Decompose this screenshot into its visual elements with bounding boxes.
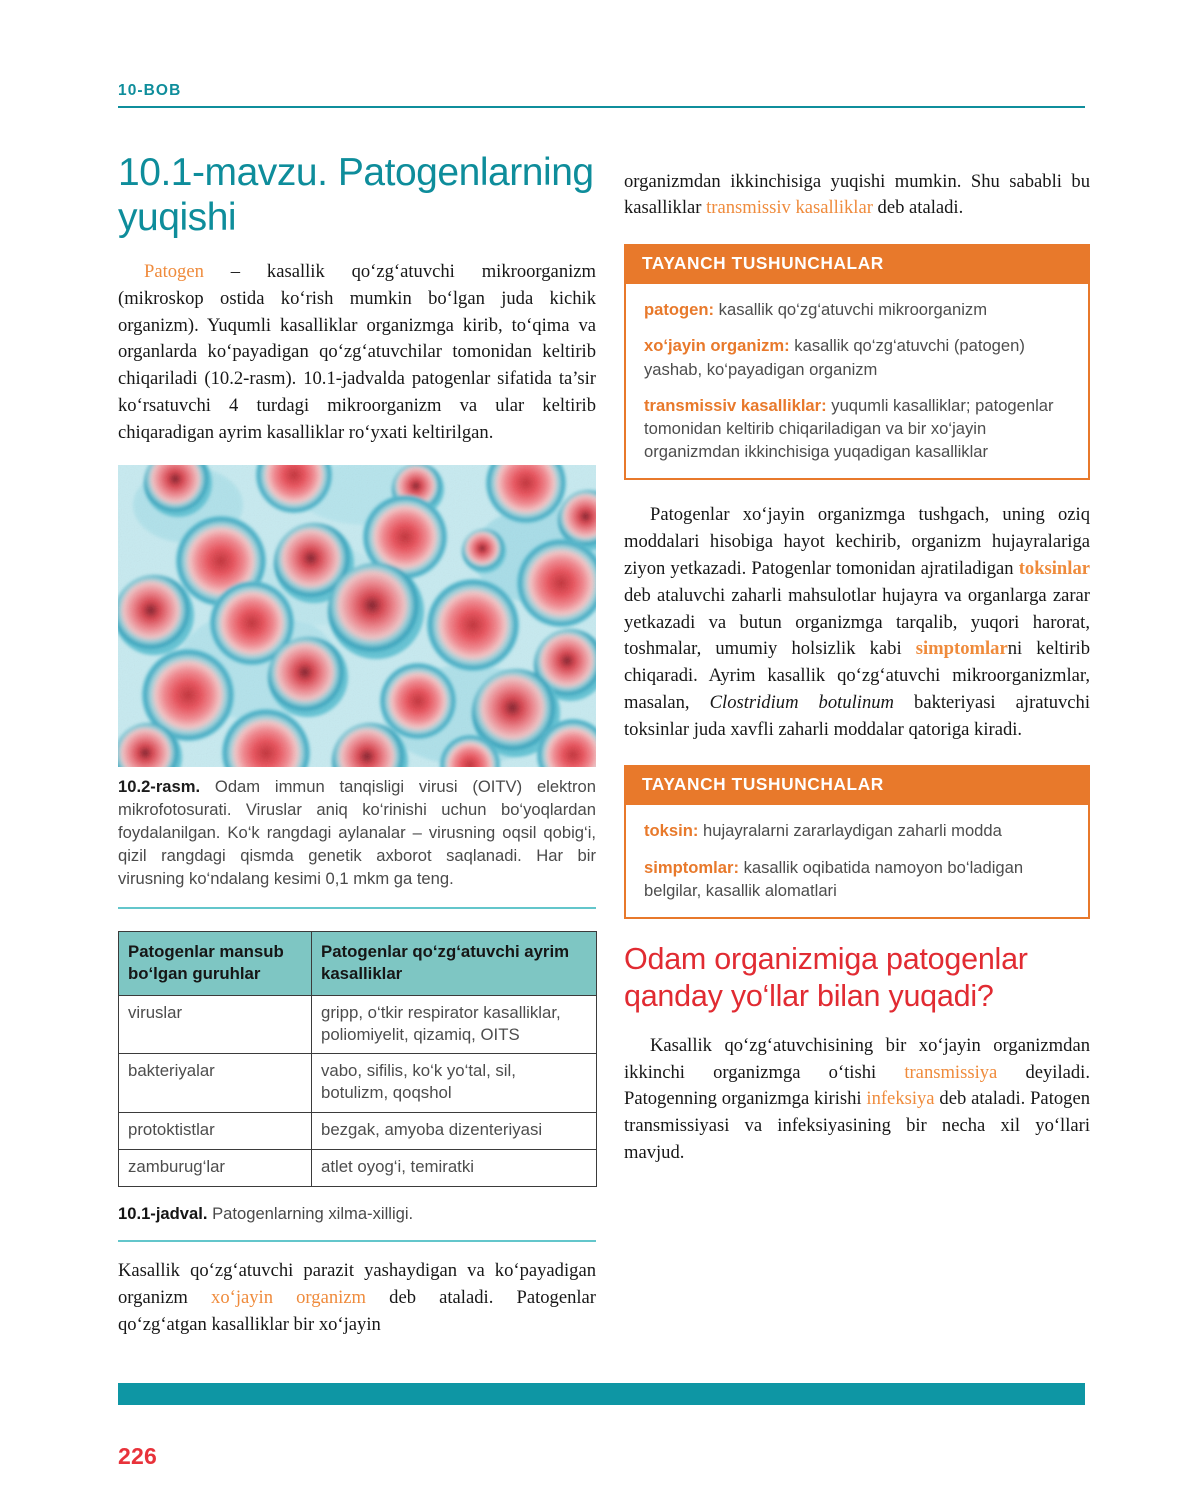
continued-paragraph (624, 169, 1090, 223)
footer-bar (118, 1383, 1085, 1405)
table-cell-diseases: gripp, o‘tkir respirator kasalliklar, poliomiyelit, qizamiq, OITS (312, 995, 597, 1054)
host-paragraph-part2: deb ataladi. Patogenlar qo‘zg‘atgan kasalliklar bir xo‘jayin (118, 1287, 596, 1335)
toxins-part3: ni keltirib chiqaradi. Ayrim kasallik qo‘zg‘atuvchi mikroorganizmlar, masalan, (624, 638, 1090, 713)
key-concept-definition: hujayralarni zararlaydigan zaharli modda (698, 821, 1002, 841)
table-cell-diseases: atlet oyog‘i, temiratki (312, 1149, 597, 1186)
key-concept-item (644, 856, 1072, 902)
table-cell-group: viruslar (119, 995, 312, 1054)
key-concept-term: toksin: (644, 821, 699, 841)
table-cell-group: protoktistlar (119, 1113, 312, 1150)
key-concept-definition: kasallik qo‘zg‘atuvchi mikroorganizm (714, 300, 988, 320)
running-head (118, 82, 1085, 108)
intro-paragraph-text: – kasallik qo‘zg‘atuvchi mikroorganizm (mikroskop ostida ko‘rish mumkin bo‘lgan juda kichik organizm). Yuqumli kasalliklar organizmga kirib, to‘qima va organlarda ko‘payadigan qo‘zg‘atuvchilar tomonidan keltirib chiqariladi (10.2-rasm). 10.1-jadvalda patogenlar sifatida ta’sir ko‘rsatuvchi 4 turdagi mikroorganizm va ular keltirib chiqaradigan ayrim kasalliklar ro‘yxati keltirilgan. (118, 261, 596, 443)
key-concept-term: patogen: (644, 300, 715, 320)
key-concepts-title: TAYANCH TUSHUNCHALAR (624, 765, 1090, 805)
key-concept-definition: kasallik oqibatida namoyon bo‘ladigan belgilar, kasallik alomatlari (644, 857, 1024, 900)
term-patogen: Patogen (144, 261, 204, 283)
key-concepts-box-1 (624, 244, 1090, 480)
term-transmissiv-kasalliklar: transmissiv kasalliklar (706, 197, 873, 219)
continued-part1: organizmdan ikkinchisiga yuqishi mumkin. Shu sababli bu kasalliklar (624, 170, 1090, 219)
figure-caption-text: Odam immun tanqisligi virusi (OITV) elektron mikrofotosurati. Viruslar aniq ko‘rinishi uchun bo‘yoqlardan foydalanilgan. Ko‘k rangdagi aylanalar – virusning oqsil qobig‘i, qizil rangdagi qismda genetik axborot saqlanadi. Har bir virusning ko‘ndalang kesimi 0,1 mkm ga teng. (118, 777, 596, 888)
host-paragraph-part1: Kasallik qo‘zg‘atuvchi parazit yashaydigan va ko‘payadigan organizm (118, 1260, 596, 1309)
key-concept-definition: yuqumli kasalliklar; patogenlar tomonidan keltirib chiqariladigan va bir xo‘jayin organizmdan ikkinchisiga yuqadigan kasalliklar (644, 395, 1054, 462)
table-header-row (119, 932, 597, 996)
key-concept-item (644, 819, 1072, 842)
key-concept-term: simptomlar: (644, 857, 739, 877)
toxins-paragraph (624, 502, 1090, 743)
page-title: 10.1-mavzu. Patogenlarning yuqishi (118, 151, 594, 240)
right-column (624, 150, 1090, 1185)
pathogen-table (118, 931, 597, 1187)
chapter-label: 10-BOB (118, 82, 182, 99)
term-xojayin-organizm: xo‘jayin organizm (211, 1287, 367, 1309)
key-concept-item (644, 334, 1072, 380)
table-caption-label: 10.1-jadval. (118, 1203, 208, 1223)
key-concept-item (644, 298, 1072, 321)
figure-caption (118, 776, 596, 890)
table-caption-text: Patogenlarning xilma-xilligi. (207, 1203, 414, 1223)
table-row (119, 995, 597, 1054)
table-row (119, 1113, 597, 1150)
transmission-part2: deyiladi. Patogenning organizmga kirishi (624, 1061, 1090, 1110)
page-number: 226 (118, 1443, 158, 1469)
table-caption (118, 1204, 596, 1224)
table-row (119, 1149, 597, 1186)
term-simptomlar: simptomlar (915, 638, 1008, 660)
key-concepts-box-2 (624, 765, 1090, 919)
table-cell-group: bakteriyalar (119, 1054, 312, 1113)
table-caption-rule (118, 1240, 596, 1242)
table-cell-diseases: vabo, sifilis, ko‘k yo‘tal, sil, botulizm, qoqshol (312, 1054, 597, 1113)
key-concept-term: transmissiv kasalliklar: (644, 395, 827, 415)
table-cell-diseases: bezgak, amyoba dizenteriyasi (312, 1113, 597, 1150)
toxins-part2: deb ataluvchi zaharli mahsulotlar hujayra va organlarga zarar yetkazadi va butun organizmga tarqalib, yuqori harorat, toshmalar, umumiy holsizlik kabi (624, 584, 1090, 660)
hiv-electron-micrograph (118, 465, 596, 767)
continued-part2: deb ataladi. (872, 197, 964, 219)
transmission-part3: deb ataladi. Patogen transmissiyasi va infeksiyasining bir necha xil yo‘llari mavjud. (624, 1088, 1090, 1163)
figure-10-2 (118, 465, 596, 909)
table-row (119, 1054, 597, 1113)
figure-caption-label: 10.2-rasm. (118, 777, 201, 797)
table-header-diseases: Patogenlar qo‘zg‘atuvchi ayrim kasalliklar (312, 932, 597, 996)
transmission-part1: Kasallik qo‘zg‘atuvchisining bir xo‘jayin organizmdan ikkinchi organizmga o‘tishi (624, 1034, 1090, 1083)
left-column (118, 150, 596, 1357)
term-transmissiya: transmissiya (904, 1061, 998, 1083)
key-concept-item (644, 394, 1072, 464)
table-cell-group: zamburug‘lar (119, 1149, 312, 1186)
key-concepts-body (624, 284, 1090, 480)
species-clostridium-botulinum: Clostridium botulinum (709, 691, 894, 713)
term-infeksiya: infeksiya (866, 1088, 935, 1110)
table-header-groups: Patogenlar mansub bo‘lgan guruhlar (119, 932, 312, 996)
term-toksinlar: toksinlar (1018, 557, 1090, 579)
host-organism-paragraph (118, 1258, 596, 1338)
intro-paragraph (118, 259, 596, 446)
key-concept-term: xo‘jayin organizm: (644, 336, 790, 356)
key-concepts-body (624, 805, 1090, 919)
key-concepts-title: TAYANCH TUSHUNCHALAR (624, 244, 1090, 284)
running-head-rule (118, 106, 1085, 108)
section-subheading: Odam organizmiga patogenlar qanday yo‘llar bilan yuqadi? (624, 941, 1028, 1013)
transmission-paragraph (624, 1033, 1090, 1167)
toxins-part4: bakteriyasi ajratuvchi toksinlar juda xavfli zaharli moddalar qatoriga kiradi. (624, 691, 1090, 740)
toxins-part1: Patogenlar xo‘jayin organizmga tushgach, uning oziq moddalari hisobiga hayot kechirib, organizm hujayralariga ziyon yetkazadi. Patogenlar tomonidan ajratiladigan (624, 504, 1090, 579)
figure-caption-rule (118, 907, 596, 909)
key-concept-definition: kasallik qo‘zg‘atuvchi (patogen) yashab, ko‘payadigan organizm (644, 336, 1025, 379)
